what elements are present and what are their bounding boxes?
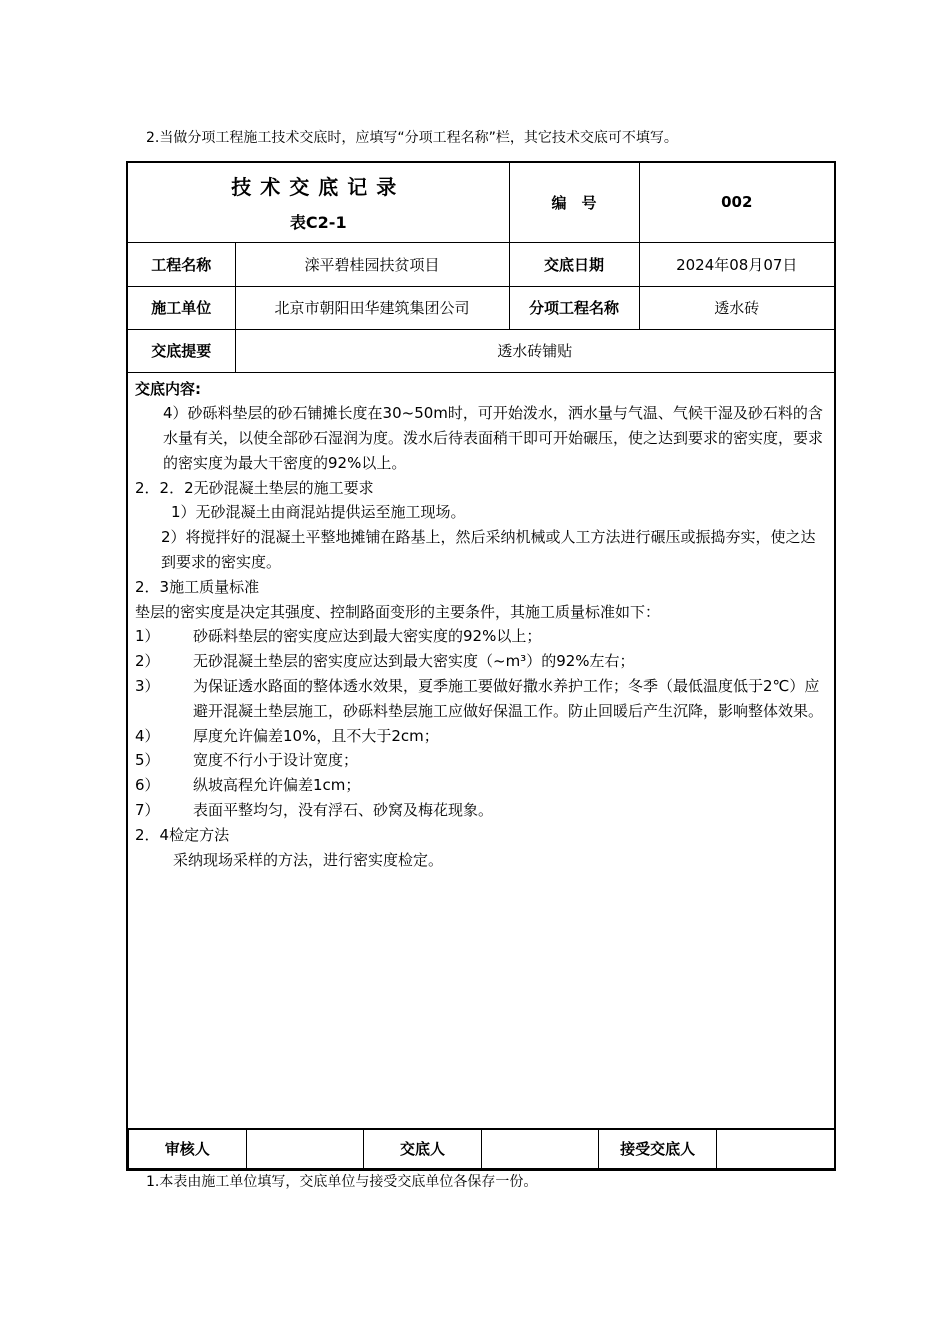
signature-row [127,1128,835,1170]
sub-project-label: 分项工程名称 [509,286,639,329]
summary-value: 透水砖铺贴 [235,329,835,372]
content-heading: 交底内容: [135,379,201,398]
list-item [135,624,828,649]
project-name-label: 工程名称 [127,242,235,286]
section-2-3: 2．3施工质量标准 [135,577,260,596]
list-item-text: 宽度不行小于设计宽度； [193,751,359,770]
paragraph-concrete-supply: 1）无砂混凝土由商混站提供运至施工现场。 [171,503,466,522]
bottom-note: 1.本表由施工单位填写，交底单位与接受交底单位各保存一份。 [146,1174,538,1190]
presenter-label: 交底人 [364,1129,482,1168]
list-item [135,773,828,798]
list-item [135,649,828,674]
sub-project-value: 透水砖 [639,286,835,329]
list-item-text: 纵坡高程允许偏差1cm； [193,776,361,795]
presenter-signature-field[interactable] [481,1129,599,1168]
date-value: 2024年08月07日 [639,242,835,286]
paragraph-gravel-spreading: 4）砂砾料垫层的砂石铺摊长度在30~50m时，可开始泼水，洒水量与气温、气候干湿及砂石料的含水量有关，以使全部砂石湿润为度。泼水后待表面稍干即可开始碾压，使之达到要求的密实度，要求的密实度为最大干密度的92%以上。 [163,404,824,472]
form-number: 表C2-1 [289,212,347,232]
signature-table [128,1129,834,1169]
form-title: 技术交底记录 [231,174,406,199]
list-item-text: 厚度允许偏差10%，且不大于2cm； [193,726,439,745]
list-item-number: 5） [135,751,160,770]
receiver-signature-field[interactable] [716,1129,834,1168]
list-item-number: 4） [135,726,160,745]
list-item-text: 表面平整均匀，没有浮石、砂窝及梅花现象。 [193,801,494,820]
construction-unit-label: 施工单位 [127,286,235,329]
reviewer-label: 审核人 [129,1129,247,1168]
paragraph-inspection-method: 采纳现场采样的方法，进行密实度检定。 [173,850,444,869]
list-item [135,798,828,823]
paragraph-quality-intro: 垫层的密实度是决定其强度、控制路面变形的主要条件，其施工质量标准如下： [135,602,661,621]
serial-label: 编 号 [509,162,639,242]
list-item [135,748,828,773]
list-item [135,674,828,724]
quality-list [135,624,828,822]
paragraph-concrete-compaction: 2）将搅拌好的混凝土平整地摊铺在路基上，然后采纳机械或人工方法进行碾压或振捣夯实，使之达到要求的密实度。 [161,528,816,572]
serial-value: 002 [639,162,835,242]
list-item-number: 1） [135,627,160,646]
construction-unit-value: 北京市朝阳田华建筑集团公司 [235,286,509,329]
form-title-cell [127,162,509,242]
list-item-number: 2） [135,652,160,671]
project-name-value: 滦平碧桂园扶贫项目 [235,242,509,286]
list-item-text: 无砂混凝土垫层的密实度应达到最大密实度（~m³）的92%左右； [193,652,635,671]
top-note: 2.当做分项工程施工技术交底时，应填写“分项工程名称”栏，其它技术交底可不填写。 [146,130,678,146]
list-item-number: 7） [135,801,160,820]
technical-disclosure-form [126,161,836,1171]
section-2-2-2: 2．2．2无砂混凝土垫层的施工要求 [135,478,374,497]
list-item-text: 为保证透水路面的整体透水效果，夏季施工要做好撒水养护工作；冬季（最低温度低于2℃）应避开混凝土垫层施工，砂砾料垫层施工应做好保温工作。防止回暖后产生沉降，影响整体效果。 [193,677,824,720]
reviewer-signature-field[interactable] [246,1129,364,1168]
list-item-text: 砂砾料垫层的密实度应达到最大密实度的92%以上； [193,627,542,646]
receiver-label: 接受交底人 [599,1129,717,1168]
list-item-number: 3） [135,677,160,696]
list-item-number: 6） [135,776,160,795]
date-label: 交底日期 [509,242,639,286]
list-item [135,724,828,749]
section-2-4: 2．4检定方法 [135,825,230,844]
summary-label: 交底提要 [127,329,235,372]
content-body [127,372,835,1128]
